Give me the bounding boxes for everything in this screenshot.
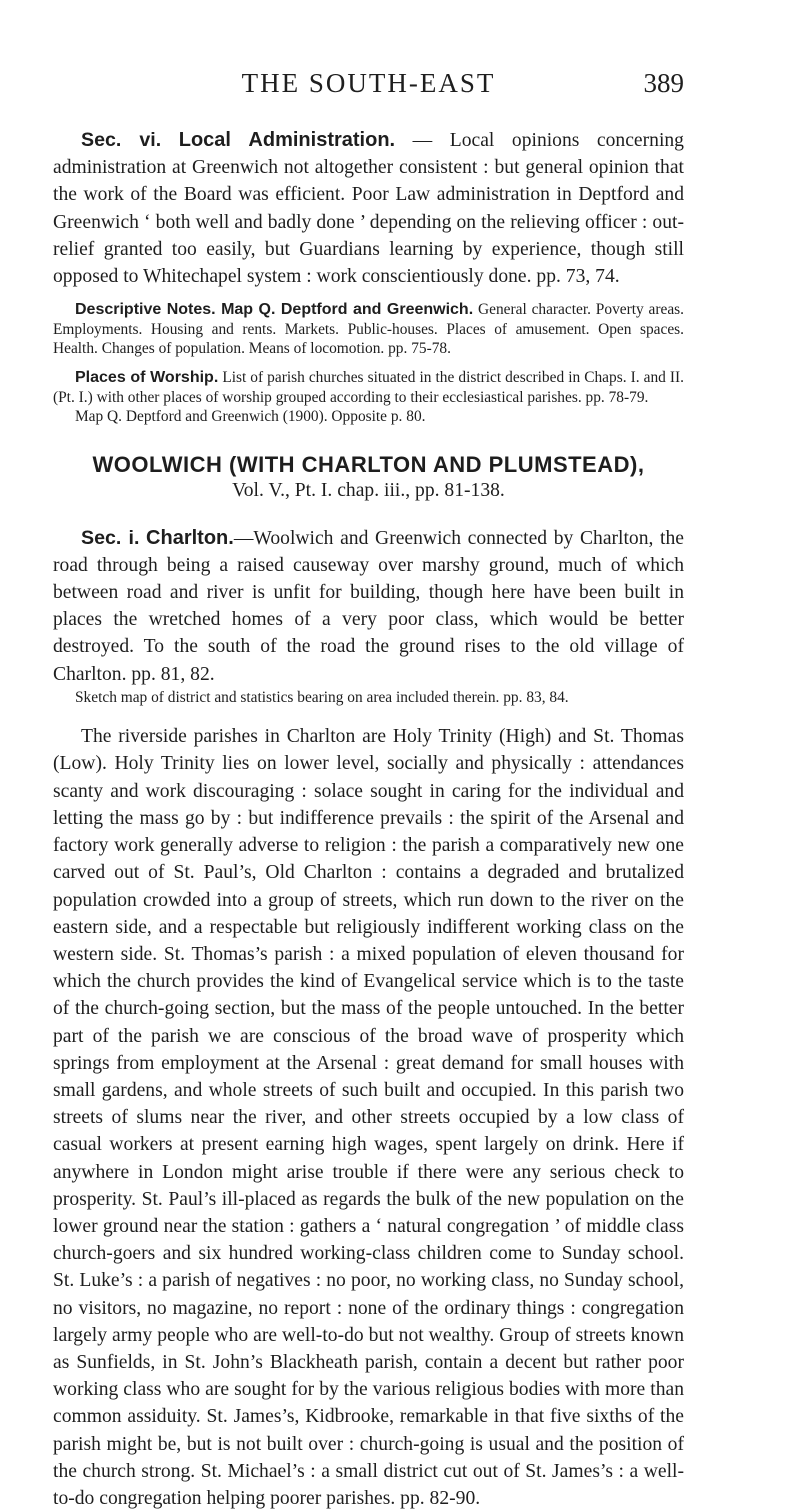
section-text: —Woolwich and Greenwich connected by Charlton, the road through being a raised causeway over marshy ground, much of which between road and river is unfit for building, though here have been built in places the wretched homes of a very poor class, which would be better destroyed. To the south of the road the ground rises to the old village of Charlton. pp. 81, 82. — [53, 527, 684, 685]
note-text: General character. Poverty areas. Employments. Housing and rents. Markets. Public-houses. Places of amusement. Open spaces. Health. Changes of population. Means of locomotion. pp. 75-78. — [53, 301, 685, 358]
note-heading: Places of Worship. — [75, 369, 219, 387]
section-label: Sec. vi. — [81, 129, 162, 151]
section-title: Local Administration. — [178, 129, 396, 151]
page-number: 389 — [643, 68, 684, 98]
running-head — [53, 67, 684, 127]
descriptive-notes — [53, 300, 684, 358]
book-page — [0, 67, 800, 1509]
sketch-map-note: Sketch map of district and statistics bearing on area included therein. pp. 83, 84. — [75, 688, 569, 706]
district-heading — [53, 451, 684, 503]
district-title: WOOLWICH (WITH CHARLTON AND PLUMSTEAD), — [92, 451, 645, 477]
body-paragraph: The riverside parishes in Charlton are Holy Trinity (High) and St. Thomas (Low). Holy Trinity lies on lower level, socially and physically : attendances scanty and work discouraging : solace sought in caring for the individual and letting the mass go by : but indifference prevails : the spirit of the Arsenal and factory work generally adverse to religion : the parish a comparatively new one carved out of St. Paul’s, Old Charlton : contains a degraded and brutalized population crowded into a group of streets, which run down to the river on the eastern side, and a respectable but religiously indifferent working class on the western side. St. Thomas’s parish : a mixed population of eleven thousand for which the church provides the kind of Evangelical service which is to the taste of the church-going section, but the mass of the people untouched. In the better part of the parish we are conscious of the broad wave of prosperity which springs from employment at the Arsenal : great demand for small houses with small gardens, and whole streets of such built and occupied. In this parish two streets of slums near the river, and other streets occupied by a low class of casual workers at present earning high wages, spent largely on drink. Here if anywhere in London might arise trouble if there were any serious check to prosperity. St. Paul’s ill-placed as regards the bulk of the new population on the lower ground near the station : gathers a ‘ natural congregation ’ of middle class church-goers and six hundred working-class children come to Sunday school. St. Luke’s : a parish of negatives : no poor, no working class, no Sunday school, no visitors, no magazine, no report : none of the ordinary things : congregation largely army people who are well-to-do but not wealthy. Group of streets known as Sunfields, in St. John’s Blackheath parish, contain a decent but rather poor working class who are sought for by the various religious bodies with more than common assiduity. St. James’s, Kidbrooke, remarkable in that five sixths of the parish might be, but is not built over : church-going is usual and the position of the church strong. St. Michael’s : a small district cut out of St. James’s : a well-to-do congregation helping poorer parishes. pp. 82-90. — [53, 726, 684, 1509]
section-vi-paragraph — [53, 127, 684, 290]
section-text: — Local opinions concerning administration at Greenwich not altogether consistent : but general opinion that the work of the Board was efficient. Poor Law administration in Deptford and Greenwich ‘ both well and badly done ’ depending on the relieving officer : out-relief granted too easily, but Guardians learning by experience, though still opposed to Whitechapel system : work conscientiously done. pp. 73, 74. — [53, 130, 684, 288]
running-title: THE SOUTH-EAST — [241, 68, 496, 98]
section-i-paragraph — [53, 525, 684, 688]
map-reference: Map Q. Deptford and Greenwich (1900). Opposite p. 80. — [75, 408, 426, 426]
note-text: List of parish churches situated in the district described in Chaps. I. and II. (Pt. I.) with other places of worship grouped according to their ecclesiastical parishes. pp. 78-79. — [53, 369, 684, 406]
section-label: Sec. i. — [81, 526, 140, 549]
note-heading: Descriptive Notes. Map Q. Deptford and Greenwich. — [75, 301, 474, 319]
section-title: Charlton. — [146, 526, 234, 549]
places-of-worship-note — [53, 368, 684, 407]
district-reference: Vol. V., Pt. I. chap. iii., pp. 81-138. — [232, 479, 505, 501]
